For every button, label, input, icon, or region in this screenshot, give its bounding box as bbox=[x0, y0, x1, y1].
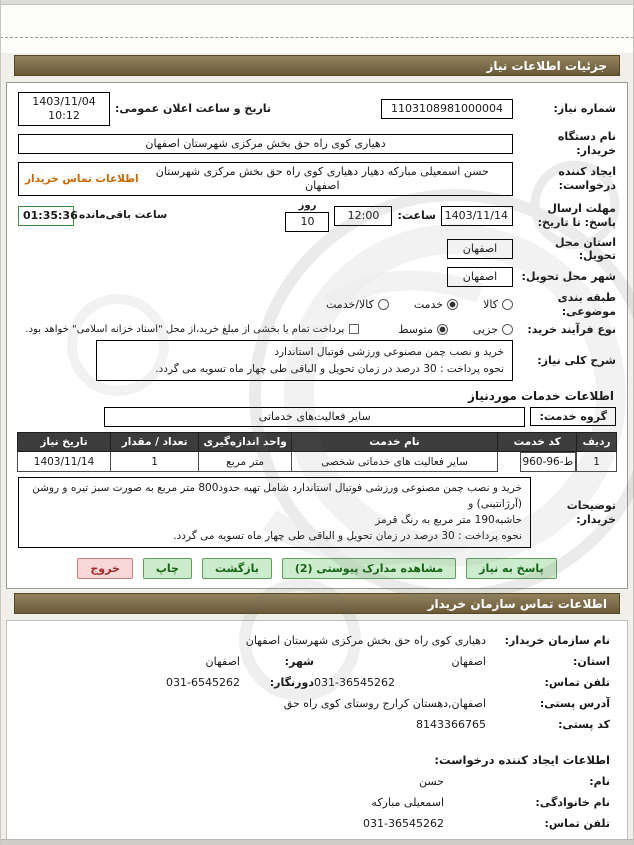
radio-icon-minor[interactable] bbox=[502, 324, 513, 335]
address-value: اصفهان,دهستان کرارج روستای کوی راه حق bbox=[283, 697, 486, 711]
col-row-number: ردیف bbox=[577, 432, 617, 451]
response-deadline-row bbox=[18, 200, 616, 232]
purchase-process-row bbox=[18, 323, 616, 337]
request-creator-section-title: اطلاعات ایجاد کننده درخواست: bbox=[434, 753, 610, 768]
section-header-buyer-contact bbox=[14, 593, 620, 614]
postal-code-row bbox=[24, 718, 610, 731]
radio-option-goods[interactable] bbox=[483, 298, 513, 311]
buyer-org-label: نام دستگاه خریدار: bbox=[557, 130, 616, 157]
deadline-time-value: 12:00 bbox=[334, 206, 392, 226]
last-name-row bbox=[24, 796, 610, 809]
days-value: 10 bbox=[285, 212, 329, 232]
need-details-panel bbox=[6, 82, 628, 589]
cell-need-date: 1403/11/14 bbox=[18, 451, 111, 472]
postal-code-label: کد پستی: bbox=[558, 718, 610, 732]
first-name-label: نام: bbox=[589, 775, 610, 789]
col-need-date: تاریخ نیاز bbox=[18, 432, 111, 451]
need-number-label: شماره نیاز: bbox=[553, 102, 616, 116]
deadline-label: مهلت ارسال پاسخ: تا تاریخ: bbox=[537, 201, 616, 229]
action-buttons-row bbox=[10, 558, 624, 579]
deadline-hour-label: ساعت: bbox=[397, 208, 436, 222]
request-creator-info bbox=[10, 775, 624, 830]
services-section-title: اطلاعات خدمات موردنیاز bbox=[467, 388, 614, 403]
creator-phone-row bbox=[24, 817, 610, 830]
need-description-line2: نحوه پرداخت : 30 درصد در زمان تحویل و الباقی طی چهار ماه تسویه می گردد. bbox=[155, 362, 504, 375]
contact-fax-label: دورنگار: bbox=[269, 676, 314, 690]
page-title: جزئیات اطلاعات نیاز bbox=[486, 58, 607, 73]
org-name-label: نام سازمان خریدار: bbox=[504, 634, 610, 648]
window-bottom-strip bbox=[0, 839, 634, 845]
page-cut-line bbox=[0, 37, 634, 38]
delivery-city-value: اصفهان bbox=[447, 267, 513, 287]
day-label: روز bbox=[298, 199, 317, 211]
contact-city-value: اصفهان bbox=[205, 655, 240, 669]
purchase-process-label: نوع فرآیند خرید: bbox=[527, 322, 616, 336]
creator-phone-label: تلفن تماس: bbox=[544, 817, 610, 831]
radio-label-goods-service: کالا/خدمت bbox=[326, 298, 374, 312]
contact-province-label: استان: bbox=[573, 655, 610, 669]
services-table bbox=[17, 432, 617, 473]
treasury-checkbox-label: پرداخت تمام یا بخشی از مبلغ خرید،از محل "اسناد خزانه اسلامی" خواهد بود. bbox=[25, 323, 345, 335]
service-group-value: سایر فعالیت‌های خدماتی bbox=[104, 407, 525, 427]
services-table-header-row bbox=[18, 432, 617, 451]
contact-fax-value: 031-6545262 bbox=[166, 676, 240, 690]
radio-icon-goods-service[interactable] bbox=[378, 299, 389, 310]
remaining-time-label: ساعت باقی‌مانده bbox=[79, 208, 168, 221]
request-creator-label: ایجاد کننده درخواست: bbox=[558, 164, 616, 192]
org-name-row bbox=[24, 634, 610, 647]
contact-province-value: اصفهان bbox=[451, 655, 486, 669]
radio-icon-service-selected[interactable] bbox=[447, 299, 458, 310]
buyer-notes-line1: خرید و نصب چمن مصنوعی ورزشی فوتبال استاندارد شامل تهیه حدود800 متر مربع به صورت سبز تیره و روشن (آرژانتینی) و bbox=[32, 482, 522, 511]
subject-classification-row bbox=[18, 291, 616, 319]
buyer-notes-line3: نحوه پرداخت : 30 درصد در زمان تحویل و الباقی طی چهار ماه تسویه می گردد. bbox=[173, 529, 522, 542]
view-attachments-button[interactable]: مشاهده مدارک پیوستی (2) bbox=[282, 558, 456, 579]
cell-service-code: ط-96-960 bbox=[520, 452, 577, 472]
service-group-label: گروه خدمت: bbox=[530, 407, 616, 426]
cell-service-name: سایر فعالیت های خدماتی شخصی bbox=[292, 451, 498, 472]
cell-quantity: 1 bbox=[111, 451, 199, 472]
creator-phone-value: 031-36545262 bbox=[363, 817, 444, 831]
need-description-row bbox=[18, 340, 616, 381]
announce-datetime-value: 1403/11/04 10:12 bbox=[18, 92, 110, 126]
need-description-label: شرح کلی نیاز: bbox=[537, 353, 616, 367]
buyer-org-value: دهیاری کوی راه حق بخش مرکزی شهرستان اصفهان bbox=[18, 134, 513, 154]
buyer-contact-section-title: اطلاعات تماس سازمان خریدار bbox=[427, 596, 607, 611]
delivery-city-label: شهر محل تحویل: bbox=[521, 270, 616, 284]
buyer-notes-label: توضیحات خریدار: bbox=[566, 499, 616, 526]
address-row bbox=[24, 697, 610, 710]
buyer-contact-link[interactable]: اطلاعات تماس خریدار bbox=[25, 172, 139, 185]
radio-icon-goods[interactable] bbox=[502, 299, 513, 310]
radio-label-minor: جزیی bbox=[472, 322, 498, 336]
contact-phone-value: 031-36545262 bbox=[314, 676, 395, 690]
deadline-date-value: 1403/11/14 bbox=[441, 206, 513, 226]
need-description-box bbox=[96, 340, 513, 381]
services-table-row bbox=[18, 451, 617, 472]
delivery-province-row bbox=[18, 236, 616, 264]
remaining-time-value: 01:35:36 bbox=[18, 206, 74, 226]
buyer-notes-box bbox=[18, 477, 531, 548]
delivery-province-value: اصفهان bbox=[447, 239, 513, 259]
request-creator-value: حسن اسمعیلی مبارکه دهیار دهیاری کوی راه حق بخش مرکزی شهرستان اصفهان bbox=[155, 164, 489, 192]
col-service-name: نام خدمت bbox=[292, 432, 498, 451]
buyer-org-row bbox=[18, 130, 616, 158]
phone-fax-row bbox=[24, 676, 610, 689]
need-description-line1: خرید و نصب چمن مصنوعی ورزشی فوتبال استاندارد bbox=[274, 346, 504, 359]
first-name-value: حسن bbox=[419, 775, 444, 789]
back-button[interactable]: بازگشت bbox=[202, 558, 272, 579]
province-city-row bbox=[24, 655, 610, 668]
print-margin-area bbox=[0, 5, 634, 53]
org-name-value: دهیاری کوی راه حق بخش مرکزی شهرستان اصفهان bbox=[245, 634, 486, 648]
address-label: آدرس پستی: bbox=[539, 697, 610, 711]
need-number-value: 1103108981000004 bbox=[381, 99, 513, 119]
radio-option-service[interactable] bbox=[414, 298, 458, 311]
col-service-code: کد خدمت bbox=[498, 432, 577, 451]
radio-icon-medium-selected[interactable] bbox=[437, 324, 448, 335]
delivery-city-row bbox=[18, 267, 616, 287]
exit-button[interactable]: خروج bbox=[77, 558, 133, 579]
print-button[interactable]: چاپ bbox=[143, 558, 192, 579]
first-name-row bbox=[24, 775, 610, 788]
last-name-value: اسمعیلی مبارکه bbox=[371, 796, 444, 810]
contact-city-label: شهر: bbox=[284, 655, 314, 669]
buyer-contact-panel bbox=[6, 620, 628, 844]
col-unit: واحد اندازه‌گیری bbox=[199, 432, 292, 451]
deadline-days-group bbox=[285, 200, 329, 232]
col-quantity: تعداد / مقدار bbox=[111, 432, 199, 451]
request-creator-row bbox=[18, 162, 616, 196]
need-number-row bbox=[18, 92, 616, 126]
announce-datetime-label: تاریخ و ساعت اعلان عمومی: bbox=[115, 102, 272, 116]
buyer-notes-line2: حاشیه190 متر مربع به رنگ قرمز bbox=[375, 513, 522, 526]
request-creator-box bbox=[18, 162, 513, 196]
postal-code-value: 8143366765 bbox=[416, 718, 486, 732]
delivery-province-label: استان محل تحویل: bbox=[555, 235, 616, 263]
radio-label-goods: کالا bbox=[483, 298, 498, 312]
cell-unit: متر مربع bbox=[199, 451, 292, 472]
last-name-label: نام خانوادگی: bbox=[535, 796, 610, 810]
radio-label-service: خدمت bbox=[413, 298, 444, 312]
respond-button[interactable]: پاسخ به نیاز bbox=[466, 558, 557, 579]
radio-option-minor[interactable] bbox=[473, 323, 513, 336]
radio-option-goods-service[interactable] bbox=[326, 298, 389, 311]
cell-row-number: 1 bbox=[577, 451, 617, 472]
contact-phone-label: تلفن تماس: bbox=[544, 676, 610, 690]
subject-classification-label: طبقه بندی موضوعی: bbox=[557, 291, 616, 318]
buyer-notes-row bbox=[18, 477, 616, 548]
section-header-need-details bbox=[14, 55, 620, 76]
radio-option-medium[interactable] bbox=[398, 323, 448, 336]
service-group-row bbox=[18, 407, 616, 427]
treasury-checkbox[interactable] bbox=[349, 324, 359, 334]
radio-label-medium: متوسط bbox=[398, 322, 433, 336]
